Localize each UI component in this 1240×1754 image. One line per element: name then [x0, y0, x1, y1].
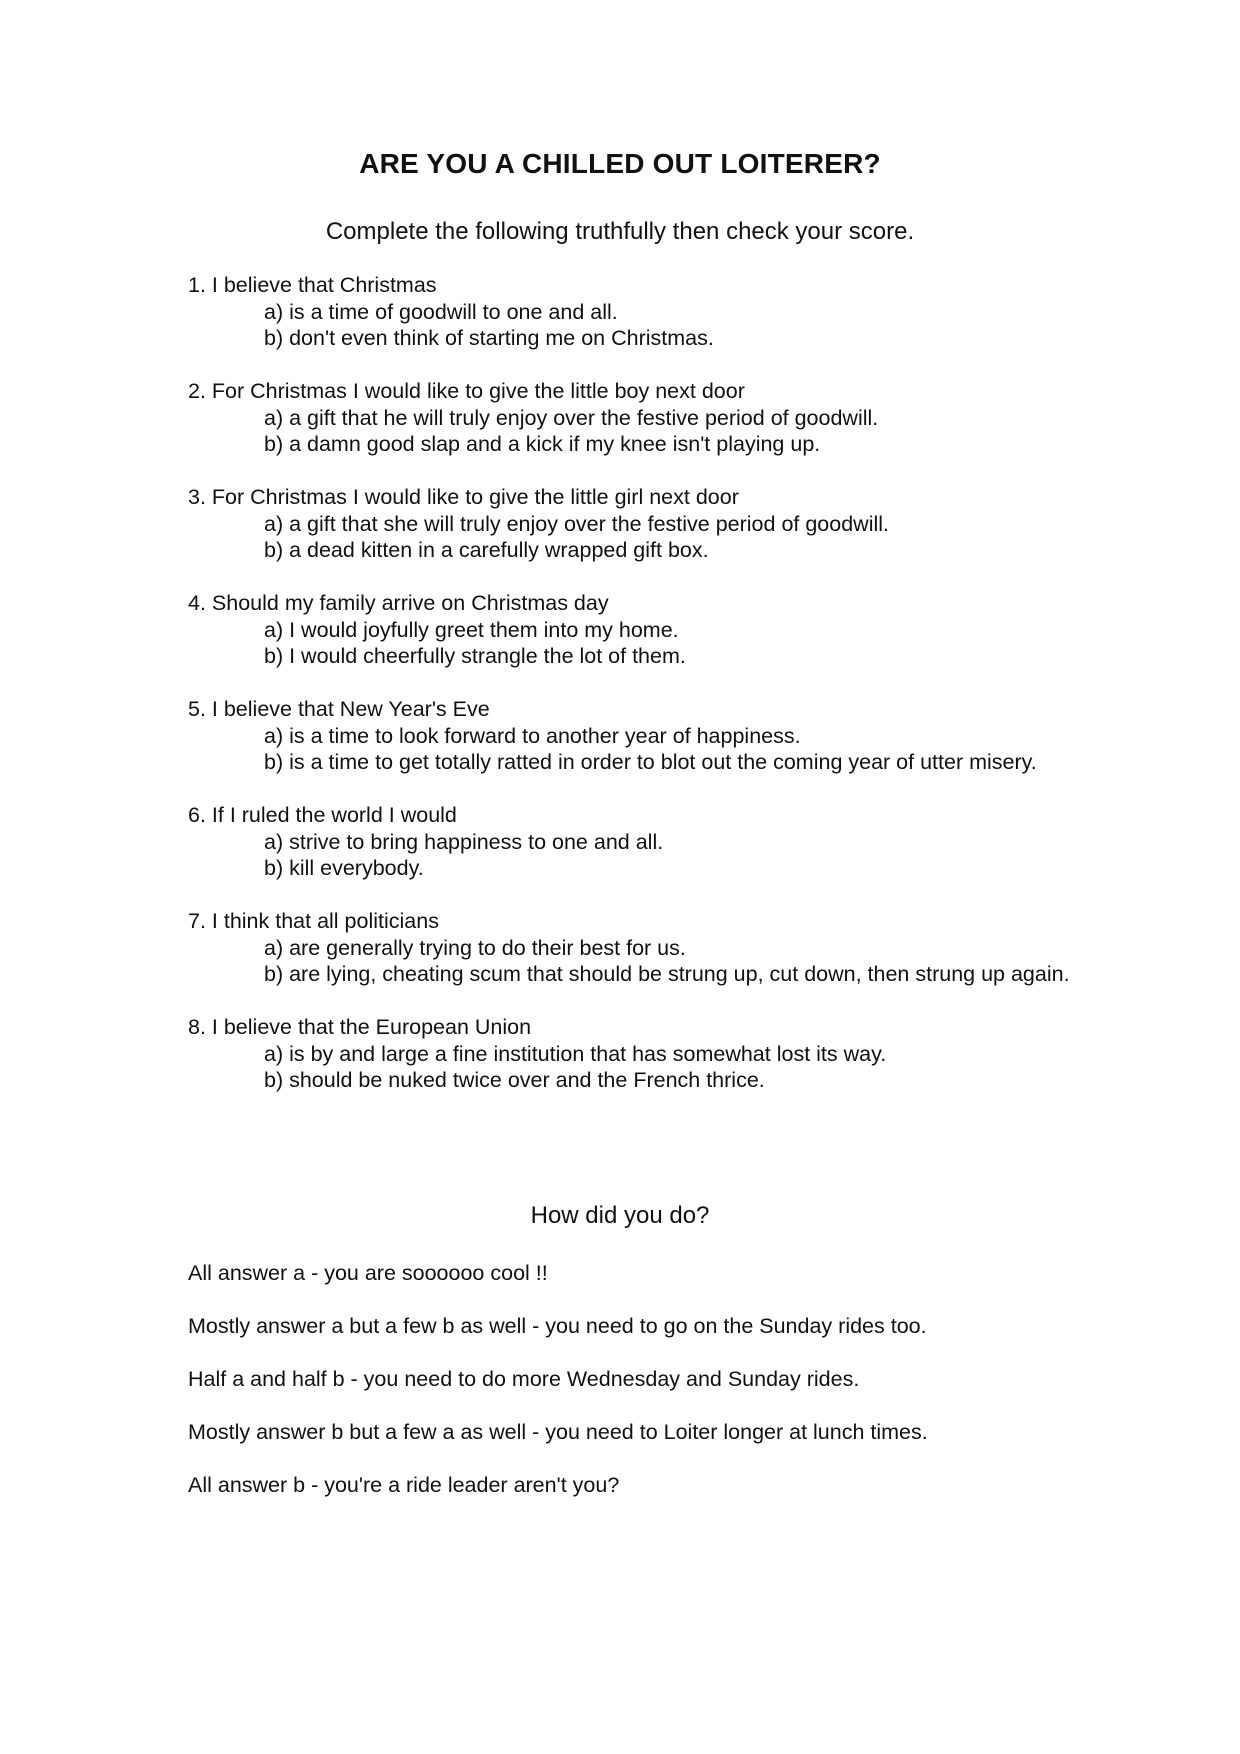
page-title: ARE YOU A CHILLED OUT LOITERER? — [359, 148, 881, 179]
answer-a: a) a gift that she will truly enjoy over the festive period of goodwill. — [264, 511, 890, 536]
question-list — [188, 272, 1088, 1120]
result-item: All answer a - you are soooooo cool !! — [188, 1261, 548, 1285]
question-text: 7. I think that all politicians — [188, 909, 439, 933]
question-text: 5. I believe that New Year's Eve — [188, 697, 490, 721]
answer-a: a) are generally trying to do their best for us. — [264, 935, 686, 960]
question-4 — [188, 590, 1088, 670]
answer-b: b) don't even think of starting me on Christmas. — [264, 326, 714, 350]
answer-b: b) a dead kitten in a carefully wrapped gift box. — [264, 538, 709, 562]
results-list — [188, 1260, 1088, 1525]
question-text: 2. For Christmas I would like to give the little boy next door — [188, 379, 745, 403]
question-7 — [188, 908, 1088, 988]
answer-a: a) is a time of goodwill to one and all. — [264, 299, 618, 324]
result-item: All answer b - you're a ride leader aren't you? — [188, 1473, 620, 1497]
result-item: Mostly answer a but a few b as well - you need to go on the Sunday rides too. — [188, 1314, 927, 1338]
question-5 — [188, 696, 1088, 776]
question-text: 4. Should my family arrive on Christmas day — [188, 591, 609, 615]
page-subtitle: Complete the following truthfully then check your score. — [325, 218, 915, 245]
question-1 — [188, 272, 1088, 352]
answer-a: a) is by and large a fine institution that has somewhat lost its way. — [264, 1041, 887, 1066]
results-heading: How did you do? — [530, 1202, 710, 1229]
question-text: 3. For Christmas I would like to give the little girl next door — [188, 485, 739, 509]
result-item: Mostly answer b but a few a as well - you need to Loiter longer at lunch times. — [188, 1420, 928, 1444]
question-text: 8. I believe that the European Union — [188, 1015, 532, 1039]
question-2 — [188, 378, 1088, 458]
question-8 — [188, 1014, 1088, 1094]
answer-b: b) a damn good slap and a kick if my knee isn't playing up. — [264, 432, 821, 456]
question-text: 6. If I ruled the world I would — [188, 803, 457, 827]
answer-b: b) kill everybody. — [264, 856, 424, 880]
question-text: 1. I believe that Christmas — [188, 273, 437, 297]
answer-a: a) strive to bring happiness to one and all. — [264, 829, 664, 854]
result-item: Half a and half b - you need to do more Wednesday and Sunday rides. — [188, 1367, 860, 1391]
answer-b: b) is a time to get totally ratted in order to blot out the coming year of utter misery. — [264, 750, 1037, 774]
question-6 — [188, 802, 1088, 882]
answer-a: a) is a time to look forward to another year of happiness. — [264, 723, 801, 748]
answer-b: b) should be nuked twice over and the French thrice. — [264, 1068, 765, 1092]
answer-a: a) a gift that he will truly enjoy over the festive period of goodwill. — [264, 405, 879, 430]
answer-a: a) I would joyfully greet them into my home. — [264, 617, 679, 642]
question-3 — [188, 484, 1088, 564]
answer-b: b) I would cheerfully strangle the lot of them. — [264, 644, 686, 668]
answer-b: b) are lying, cheating scum that should be strung up, cut down, then strung up again. — [264, 962, 1070, 986]
